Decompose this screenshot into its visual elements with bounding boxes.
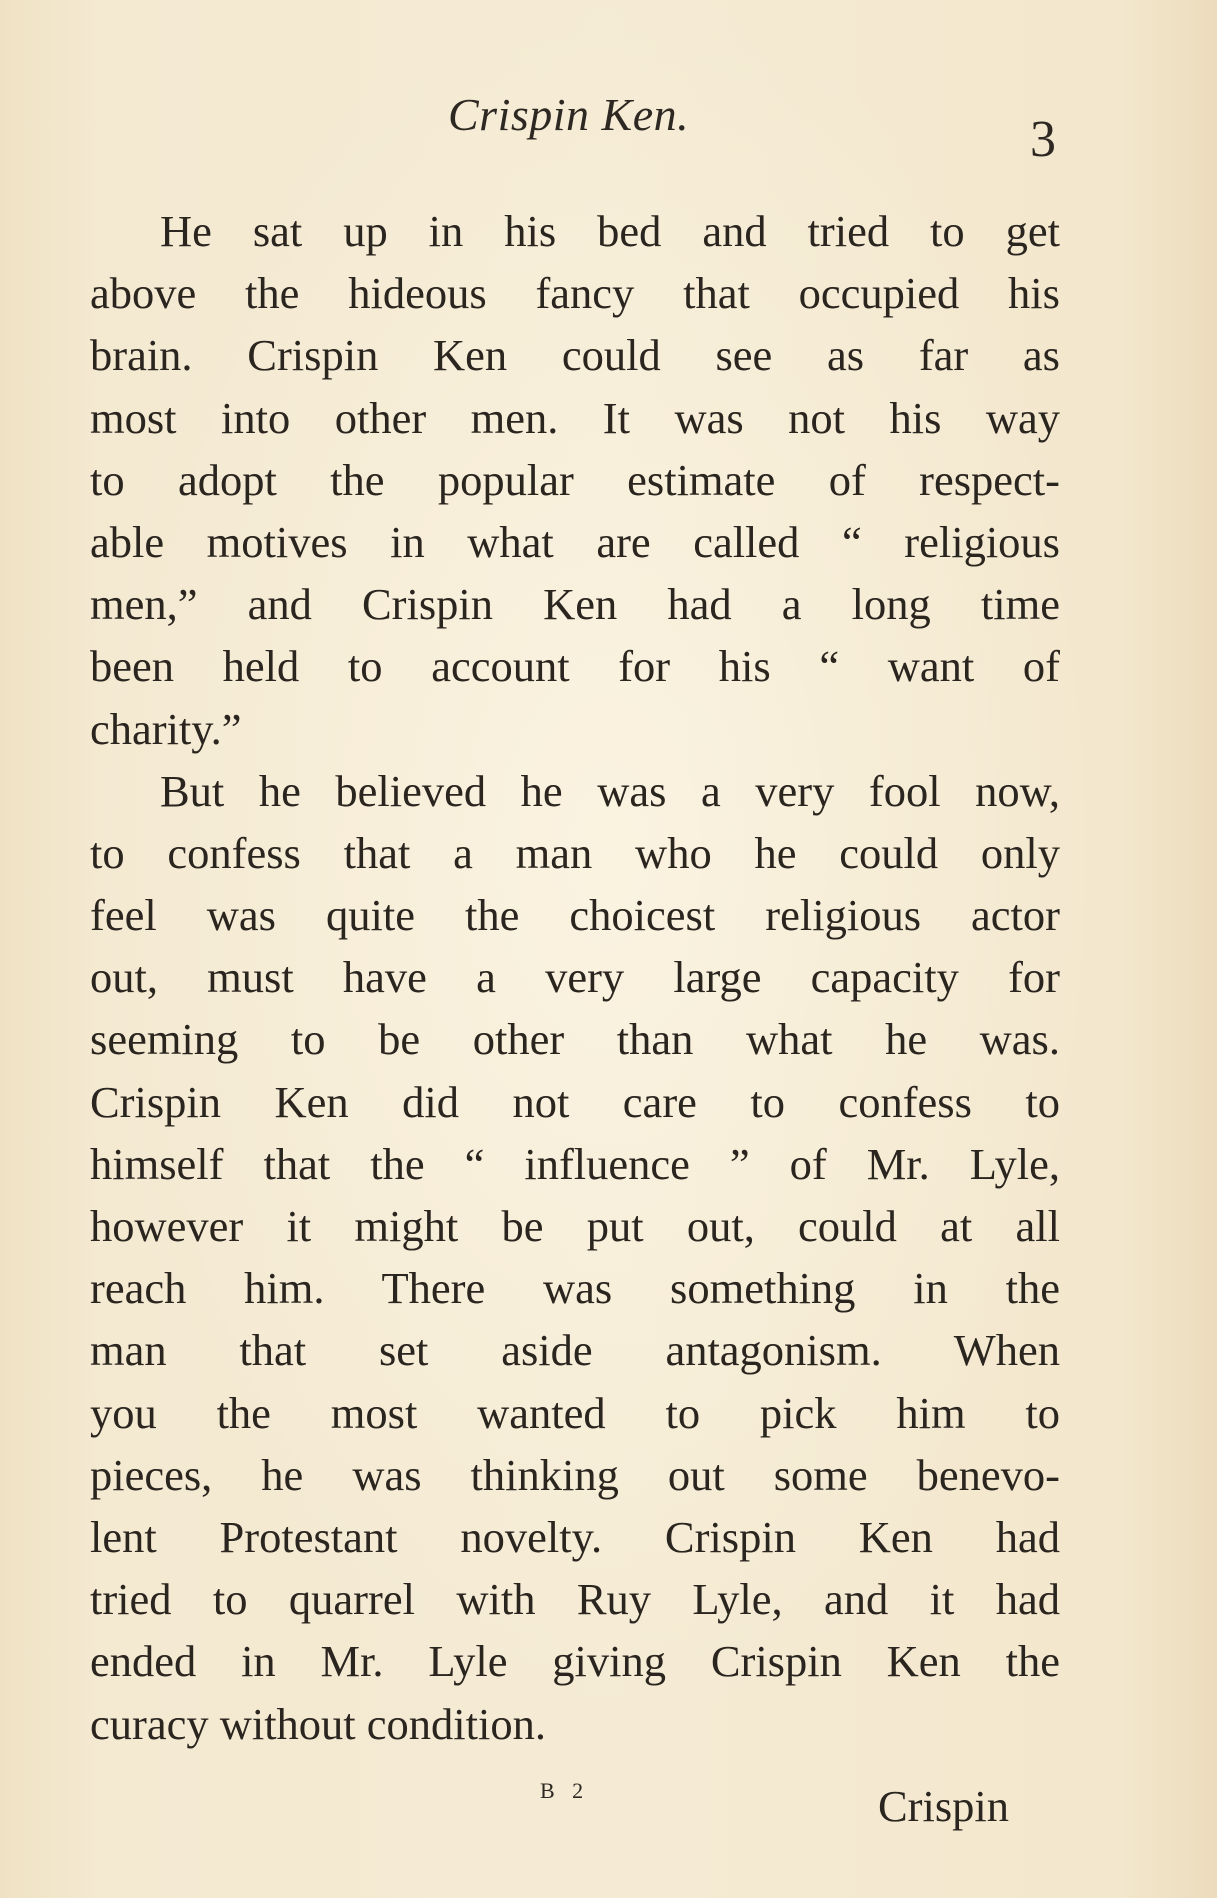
text-line: charity.” bbox=[90, 703, 242, 754]
text-line: pieces, he was thinking out some benevo- bbox=[90, 1449, 1060, 1500]
text-line: curacy without condition. bbox=[90, 1698, 547, 1749]
body-text bbox=[90, 200, 1060, 1755]
catchword: Crispin bbox=[878, 1781, 1010, 1831]
paragraph-1 bbox=[90, 200, 1060, 760]
page-number: 3 bbox=[1030, 111, 1056, 168]
text-line: however it might be put out, could at all bbox=[90, 1201, 1060, 1251]
text-line: feel was quite the choicest religious actor bbox=[90, 890, 1060, 941]
text-line: above the hideous fancy that occupied his bbox=[90, 268, 1060, 319]
text-line: brain. Crispin Ken could see as far as bbox=[90, 330, 1060, 381]
text-line: been held to account for his “ want of bbox=[90, 641, 1060, 692]
text-line: tried to quarrel with Ruy Lyle, and it had bbox=[90, 1574, 1060, 1625]
text-line: himself that the “ influence ” of Mr. Lyle, bbox=[90, 1138, 1060, 1189]
text-line: most into other men. It was not his way bbox=[90, 392, 1060, 443]
text-line: men,” and Crispin Ken had a long time bbox=[90, 579, 1060, 630]
running-title: Crispin Ken. bbox=[448, 89, 690, 140]
text-line: able motives in what are called “ religious bbox=[90, 516, 1060, 567]
text-line: you the most wanted to pick him to bbox=[90, 1387, 1060, 1438]
text-line: man that set aside antagonism. When bbox=[90, 1325, 1060, 1376]
paragraph-2 bbox=[90, 760, 1060, 1755]
signature-mark: B 2 bbox=[540, 1778, 590, 1803]
text-line: Crispin Ken did not care to confess to bbox=[90, 1076, 1060, 1127]
text-line: out, must have a very large capacity for bbox=[90, 952, 1060, 1003]
text-line: to confess that a man who he could only bbox=[90, 827, 1060, 878]
text-line: ended in Mr. Lyle giving Crispin Ken the bbox=[90, 1636, 1060, 1687]
text-line: He sat up in his bed and tried to get bbox=[160, 206, 1060, 256]
text-line: But he believed he was a very fool now, bbox=[160, 765, 1060, 816]
text-line: lent Protestant novelty. Crispin Ken had bbox=[90, 1511, 1060, 1562]
text-line: seeming to be other than what he was. bbox=[90, 1014, 1060, 1065]
text-line: to adopt the popular estimate of respect- bbox=[90, 454, 1060, 505]
text-line: reach him. There was something in the bbox=[90, 1263, 1060, 1314]
